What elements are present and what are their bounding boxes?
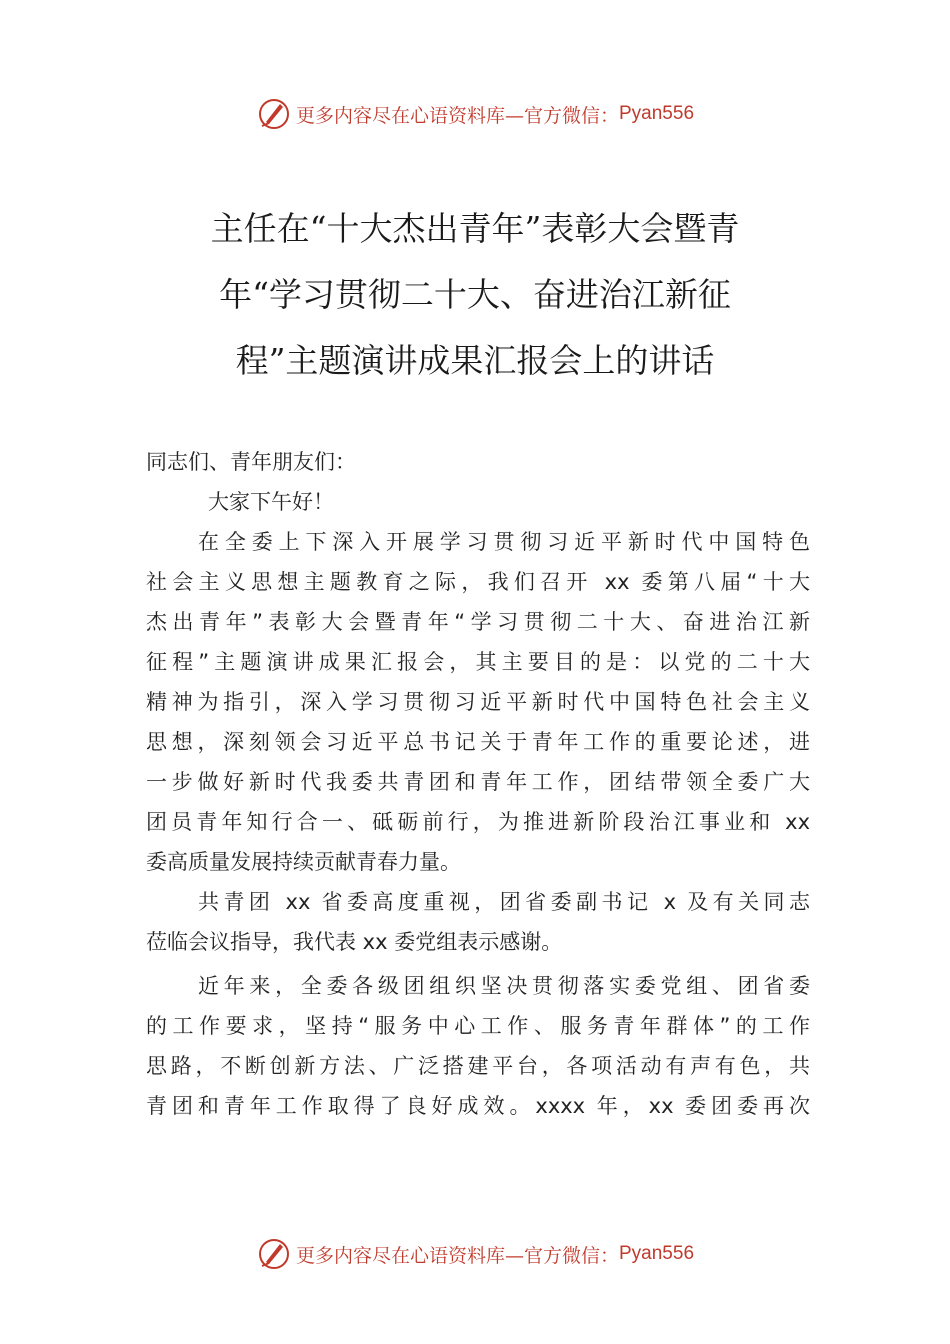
- quill-logo-icon: [256, 1236, 292, 1272]
- paragraph-2: [146, 882, 810, 962]
- document-title: [140, 196, 810, 394]
- text-line: 团员青年知行合一、砥砺前行，为推进新阶段治江事业和 xx: [146, 810, 810, 834]
- text-line: 近年来，全委各级团组织坚决贯彻落实委党组、团省委: [198, 974, 810, 998]
- quill-logo-icon: [256, 96, 292, 132]
- banner-text: 更多内容尽在心语资料库—官方微信：: [295, 1244, 619, 1267]
- paragraph-3: [146, 966, 810, 1126]
- header-banner: [0, 94, 950, 134]
- text-line: 征程”主题演讲成果汇报会，其主要目的是：以党的二十大: [146, 650, 810, 674]
- text-line: 共青团 xx 省委高度重视，团省委副书记 x 及有关同志: [198, 890, 810, 914]
- text-line: 青团和青年工作取得了良好成效。xxxx 年，xx 委团委再次: [146, 1094, 810, 1118]
- greeting: 大家下午好！: [208, 490, 334, 514]
- wechat-handle: Pyan556: [619, 1243, 695, 1264]
- text-line: 在全委上下深入开展学习贯彻习近平新时代中国特色: [198, 530, 810, 554]
- banner-text: 更多内容尽在心语资料库—官方微信：: [295, 104, 619, 127]
- title-line: 程”主题演讲成果汇报会上的讲话: [235, 341, 715, 380]
- text-line: 一步做好新时代我委共青团和青年工作，团结带领全委广大: [146, 770, 810, 794]
- text-line: 思路，不断创新方法、广泛搭建平台，各项活动有声有色，共: [146, 1054, 810, 1078]
- document-body: [146, 442, 810, 1126]
- salutation: 同志们、青年朋友们：: [146, 450, 356, 474]
- footer-banner: [0, 1234, 950, 1274]
- text-line: 社会主义思想主题教育之际，我们召开 xx 委第八届“十大: [146, 570, 810, 594]
- text-line: 精神为指引，深入学习贯彻习近平新时代中国特色社会主义: [146, 690, 810, 714]
- paragraph-1: [146, 522, 810, 882]
- text-line: 杰出青年”表彰大会暨青年“学习贯彻二十大、奋进治江新: [146, 610, 810, 634]
- text-line: 委高质量发展持续贡献青春力量。: [146, 850, 461, 874]
- text-line: 思想，深刻领会习近平总书记关于青年工作的重要论述，进: [146, 730, 810, 754]
- wechat-handle: Pyan556: [619, 103, 695, 124]
- text-line: 莅临会议指导，我代表 xx 委党组表示感谢。: [146, 930, 563, 954]
- title-line: 主任在“十大杰出青年”表彰大会暨青: [210, 209, 740, 248]
- text-line: 的工作要求，坚持“服务中心工作、服务青年群体”的工作: [146, 1014, 810, 1038]
- title-line: 年“学习贯彻二十大、奋进治江新征: [219, 275, 731, 314]
